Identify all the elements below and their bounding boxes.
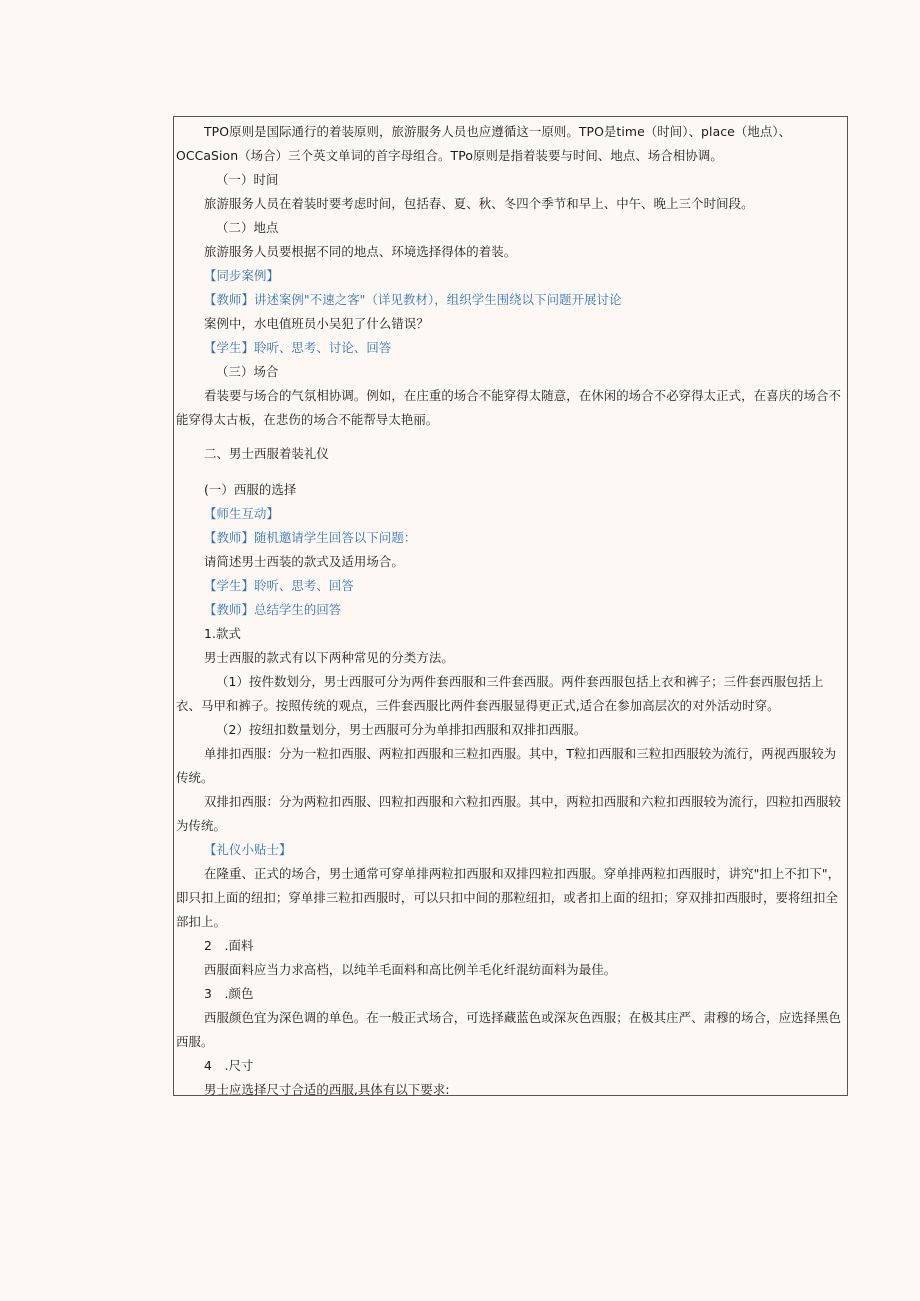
case-question: 案例中，水电值班员小吴犯了什么错误？ [204, 316, 429, 331]
paragraph-style-intro: 男士西服的款式有以下两种常见的分类方法。 [204, 650, 454, 665]
paragraph-single-breasted: 单排扣西服：分为一粒扣西服、两粒扣西服和三粒扣西服。其中，T粒扣西服和三粒扣西服较为流行，两视西服较为传统。 [176, 746, 837, 785]
paragraph-fabric: 西服面料应当力求高档，以纯羊毛面料和高比例羊毛化纤混纺面料为最佳。 [204, 962, 617, 977]
section-heading-suit: 二、男士西服着装礼仪 [204, 446, 329, 461]
paragraph-by-pieces: （1）按件数划分，男士西服可分为两件套西服和三件套西服。两件套西服包括上衣和裤子；三件套西服包括上衣、马甲和裤子。按照传统的观点，三件套西服比两件套西服显得更正式,适合在参加高层次的对外活动时穿。 [176, 674, 824, 713]
label-interaction: 【师生互动】 [204, 506, 279, 521]
heading-time: （一）时间 [216, 172, 279, 187]
suit-question: 请简述男士西装的款式及适用场合。 [204, 554, 404, 569]
teacher-invite: 【教师】随机邀请学生回答以下问题： [204, 530, 417, 545]
paragraph-place: 旅游服务人员要根据不同的地点、环境选择得体的着装。 [204, 244, 517, 259]
heading-suit-choice: (一）西服的选择 [204, 482, 297, 497]
paragraph-size: 男士应选择尺寸合适的西服,具体有以下要求: [204, 1082, 450, 1097]
teacher-summary: 【教师】总结学生的回答 [204, 602, 342, 617]
student-note-2: 【学生】聆听、思考、回答 [204, 578, 354, 593]
student-note-1: 【学生】聆听、思考、讨论、回答 [204, 340, 392, 355]
paragraph-by-buttons: （2）按纽扣数量划分，男士西服可分为单排扣西服和双排扣西服。 [216, 722, 587, 737]
document-body [176, 120, 848, 1102]
heading-size: 4 .尺寸 [204, 1058, 254, 1073]
heading-occasion: （三）场合 [216, 364, 279, 379]
paragraph-occasion: 看装要与场合的气氛相协调。例如，在庄重的场合不能穿得太随意，在休闲的场合不必穿得太正式，在喜庆的场合不能穿得太古板，在悲伤的场合不能帮导太艳丽。 [176, 388, 842, 427]
paragraph-color: 西服颜色宜为深色调的单色。在一般正式场合，可选择藏蓝色或深灰色西服；在极其庄严、肃穆的场合，应选择黑色西服。 [176, 1010, 842, 1049]
heading-style: 1.款式 [204, 626, 242, 641]
paragraph-etiquette-tip: 在隆重、正式的场合，男士通常可穿单排两粒扣西服和双排四粒扣西服。穿单排两粒扣西服时，讲究"扣上不扣下"，即只扣上面的纽扣；穿单排三粒扣西服时，可以只扣中间的那粒纽扣，或者扣上面的纽扣；穿双排扣西服时，要将纽扣全部扣上。 [176, 866, 841, 929]
label-etiquette-tip: 【礼仪小贴士】 [204, 842, 292, 857]
paragraph-double-breasted: 双排扣西服：分为两粒扣西服、四粒扣西服和六粒扣西服。其中，两粒扣西服和六粒扣西服较为流行，四粒扣西服较为传统。 [176, 794, 842, 833]
teacher-case-note: 【教师】讲述案例"不速之客"（详见教材），组织学生围绕以下问题开展讨论 [204, 292, 622, 307]
heading-fabric: 2 .面料 [204, 938, 254, 953]
paragraph-tpo-intro: TPO原则是国际通行的着装原则，旅游服务人员也应遵循这一原则。TPO是time（时间）、place（地点）、OCCaSion（场合）三个英文单词的首字母组合。TPo原则是指着装要与时间、地点、场合相协调。 [176, 124, 792, 163]
heading-color: 3 .颜色 [204, 986, 254, 1001]
paragraph-time: 旅游服务人员在着装时要考虑时间，包括春、夏、秋、冬四个季节和早上、中午、晚上三个时间段。 [204, 196, 754, 211]
label-sync-case: 【同步案例】 [204, 268, 279, 283]
heading-place: （二）地点 [216, 220, 279, 235]
